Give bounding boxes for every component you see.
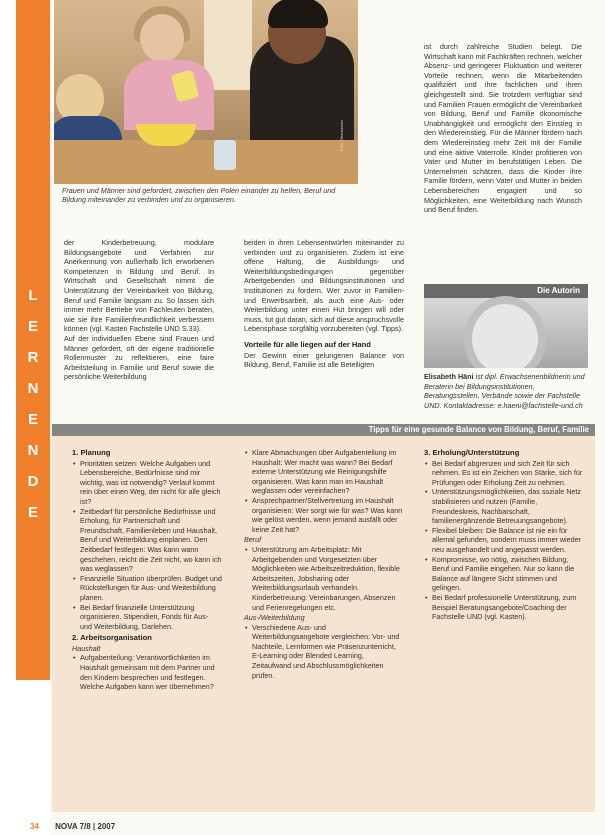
photo-caption: Frauen und Männer sind gefordert, zwischen den Polen einander zu helfen, Beruf und Bildung miteinander zu verbinden und zu organisieren.: [62, 186, 336, 204]
tips-list: [424, 459, 586, 622]
page-number: 34: [30, 822, 39, 831]
tips-item: • Prioritäten setzen: Welche Aufgaben und Lebensbereiche, Bedürfnisse sind mir wichtig, was ist notwendig? Verlauf kommt rein über einen Weg, der nicht für alle gleich ist?: [72, 459, 222, 507]
paragraph: Auf der individuellen Ebene sind Frauen und Männer gefordert, oft der eigene traditionelle Rollenmuster zu reflektieren, eine faire Arbeitsteilung in Familie und Beruf sowie die persönliche Weiterbildung: [64, 333, 214, 382]
tips-item: • Bei Bedarf finanzielle Unterstützung organisieren. Stipendien, Fonds für Aus- und Weiterbildung, Darlehen.: [72, 603, 222, 632]
tips-item: • Kompromisse, wo nötig, zwischen Bildung, Beruf und Familie eingehen. Nur so kann die Balance auf längere Sicht stimmen und gelingen.: [424, 555, 586, 593]
section-label-lernende: [16, 280, 50, 528]
tips-subheading: Haushalt: [72, 643, 101, 653]
tips-item: • Bei Bedarf abgrenzen und sich Zeit für sich nehmen. Es ist ein Zeichen von Stärke, sich für Prüfungen oder Erholung Zeit zu nehmen.: [424, 459, 586, 488]
author-label: Die Autorin: [424, 284, 588, 298]
tips-heading: 1. Planung: [72, 448, 111, 457]
author-photo: [424, 298, 588, 368]
tips-title: Tipps für eine gesunde Balance von Bildung, Beruf, Familie: [52, 424, 595, 436]
tips-item: • Klare Abmachungen über Aufgabenteilung im Haushalt: Wer macht was wann? Bei Bedarf externe Unterstützung wie Reinigungshilfe organisieren. Was kann man im Haushalt weglassen oder vereinfachen?: [244, 448, 404, 496]
tips-list: [72, 653, 222, 691]
article-column-2: [244, 238, 404, 370]
magazine-issue: NOVA 7/8 | 2007: [55, 822, 116, 831]
photo-credit: Foto: Oberbacher: [339, 120, 344, 152]
photo-table: [54, 140, 358, 184]
author-description: ist dipl. Erwachsenenbildnerin und Beraterin bei Bildungsinstitutionen, Beratungsstellen, Verbände sowie der Fachstelle UND.: [424, 372, 585, 410]
tips-column-3: [424, 448, 586, 622]
tips-item: • Flexibel bleiben: Die Balance ist nie ein für allemal gefunden, sondern muss immer wieder neu ausgehandelt und angepasst werden.: [424, 526, 586, 555]
section-letter: N: [27, 380, 39, 397]
photo-cup: [214, 140, 236, 170]
tips-heading: 3. Erholung/Unterstützung: [424, 448, 520, 457]
tips-list: [244, 545, 404, 612]
article-column-3: [424, 42, 582, 215]
subheading: Vorteile für alle liegen auf der Hand: [244, 339, 371, 349]
section-letter: E: [27, 411, 38, 428]
tips-column-2: [244, 448, 404, 680]
tips-subheading: Aus-/Weiterbildung: [244, 613, 305, 623]
tips-item: • Unterstützung am Arbeitsplatz: Mit Arbeitgebenden und Vorgesetzten über Möglichkeiten wie Arbeitszeitreduktion, flexible Arbeitszeiten, Jobsharing oder Weiterbildungsurlaub verhandeln. Kinderbetreuung: Vereinbarungen, Absenzen und Ferienregelungen etc.: [244, 545, 404, 612]
paragraph: Der Gewinn einer gelungenen Balance von Bildung, Beruf, Familie ist alle Beteiligten: [244, 350, 404, 370]
tips-item: • Unterstützungsmöglichkeiten, das soziale Netz stabilisieren und nutzen (Familie, Freundeskreis, Nachbarschaft, familienergänzende Betreuungsangebote).: [424, 487, 586, 525]
paragraph: ist durch zahlreiche Studien belegt. Die Wirtschaft kann mit Fachkräften rechnen, welcher Absenz- und geringerer Fluktuation und weiterer Vorteile rechnen, wenn die Mitarbeitenden qualifiziert und ihre fachlichen und ihren gleichgestellt sind. Sie trotzdem verfügbar sind und Familien Frauen ermöglicht die Vereinbarkeit von Bildung, Beruf und Familie ökonomische Unabhängigkeit und ermöglicht den Einstieg in den Wiedereinstieg. Für die Männer fördern nach dem Wiedereinstieg mehr Zeit mit der Familie und eine aktive Vaterrolle. Kinder profitieren von Vater und Mutter im berufstätigen Leben. Die Unternehmen schätzen, dass die Kinder ihre Familie fördern, wenn Vater und Mutter in beiden Lebensbereichen engagiert und so Möglichkeiten, eine Weiterbildung nach Wunsch und Beruf finden.: [424, 42, 582, 215]
tips-item: • Zeitbedarf für persönliche Bedürfnisse und Erholung, für Partnerschaft und Freundschaft, Familienleben und Haushalt, Beruf und Weiterbildung einplanen. Den Zeitbedarf festlegen: Was kann wann geschehen, reicht die Zeit nicht, wo kann ich was weglassen?: [72, 507, 222, 574]
family-photo: [54, 0, 358, 184]
author-contact: Kontaktadresse: e.haeni@fachstelle-und.ch: [443, 400, 583, 410]
section-letter: L: [28, 287, 38, 304]
page-footer: [30, 822, 115, 831]
paragraph: der Kinderbetreuung, modulare Bildungsangebote und Verfahren zur Anerkennung von außerhalb lich erworbenen Kompetenzen in Bildung und Beruf. In Wirtschaft und Gesellschaft nimmt die Unterstützung der Vereinbarkeit von Bildung, Beruf und Familie langsam zu. So lassen sich immer mehr Betriebe von Fachleuten beraten, wie sie ihre Familienfreundlichkeit verbessern können (vgl. Kasten Fachstelle UND S.33).: [64, 238, 214, 334]
author-portrait: [472, 304, 538, 368]
paragraph: beiden in ihren Lebensentwürfen miteinander zu verbinden und zu organisieren. Zudem ist eine offene Haltung, die Ausbildungs- und Weiterbildungsbedingungen gegenüber Arbeitgebenden und Bildungsinstitutionen und Institutionen zu fordern. Wer zuvor in Familien- und Erwerbsarbeit, als auch eine Aus- oder Weiterbildung unter einen Hut bringen will oder muss, tut gut daran, sich auf diese anspruchsvolle Lebensphase sorgfältig vorzubereiten (vgl. Tipps).: [244, 238, 404, 334]
tips-item: • Finanzielle Situation überprüfen. Budget und Rückstellungen für Aus- und Weiterbildung planen.: [72, 574, 222, 603]
section-letter: E: [27, 318, 38, 335]
author-bio: [424, 372, 586, 410]
tips-heading: 2. Arbeitsorganisation: [72, 633, 152, 643]
tips-list: [72, 459, 222, 632]
section-letter: N: [27, 442, 39, 459]
author-name: Elisabeth Häni: [424, 372, 474, 381]
tips-item: • Ansprechpartner/Stellvertretung im Haushalt organisieren: Wer sorgt wie für was? Was kann wie gelöst werden, wenn jemand ausfällt oder keine Zeit hat?: [244, 496, 404, 534]
author-box: [424, 284, 588, 368]
tips-item: • Verschiedene Aus- und Weiterbildungsangebote vergleichen: Vor- und Nachteile, Lernformen wie Präsenzunterricht, E-Learning oder Blended Learning, Zeitaufwand und Abschlussmöglichkeiten prüfen.: [244, 623, 404, 681]
tips-item: • Bei Bedarf professionelle Unterstützung, zum Beispiel Beratungsangebote/Coaching der Fachstelle UND (vgl. Kasten).: [424, 593, 586, 622]
section-letter: D: [27, 473, 39, 490]
tips-list: [244, 623, 404, 681]
article-column-1: [64, 238, 214, 382]
tips-column-1: [72, 448, 222, 692]
photo-woman-body: [124, 60, 214, 130]
tips-list: [244, 448, 404, 534]
tips-item: • Aufgabenteilung: Verantwortlichkeiten im Haushalt gemeinsam mit dem Partner und den Kindern besprechen und festlegen. Welche Aufgaben kann wer übernehmen?: [72, 653, 222, 691]
photo-woman: [140, 14, 184, 62]
section-letter: E: [27, 504, 38, 521]
tips-subheading: Beruf: [244, 535, 262, 545]
photo-man-hair: [268, 0, 328, 28]
section-letter: R: [27, 349, 39, 366]
